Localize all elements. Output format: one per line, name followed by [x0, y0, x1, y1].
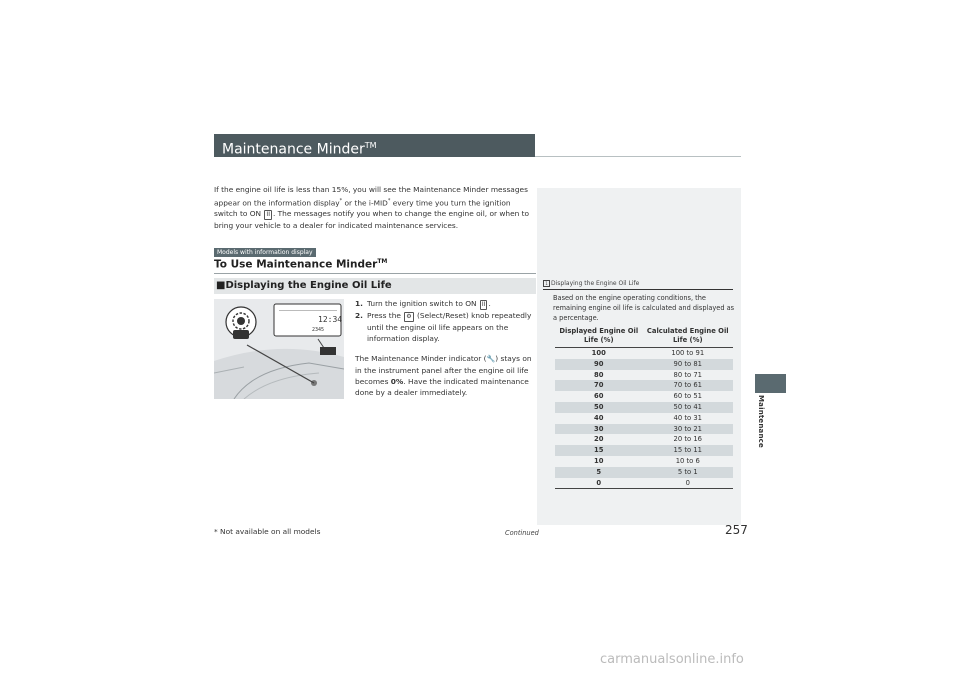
- displayed-oil-life-cell: 80: [594, 370, 604, 379]
- calculated-oil-life-cell: 15 to 11: [643, 445, 733, 456]
- table-row: [555, 445, 733, 456]
- chapter-tab-label: Maintenance: [757, 395, 765, 448]
- displayed-oil-life-cell: 40: [594, 413, 604, 422]
- displayed-oil-life-cell: 0: [555, 478, 643, 489]
- calculated-oil-life-cell: 0: [643, 478, 733, 489]
- table-row: [555, 413, 733, 424]
- page-number: 257: [725, 523, 748, 537]
- calculated-oil-life-cell: 40 to 31: [673, 413, 702, 422]
- displayed-oil-life-cell: 60: [594, 392, 604, 401]
- table-row: [555, 370, 733, 381]
- clock-readout: 12:34: [318, 315, 343, 324]
- displayed-oil-life-cell: 20: [594, 435, 604, 444]
- title-rule: [535, 156, 741, 157]
- step-1: 1. Turn the ignition switch to ON II .: [355, 299, 491, 308]
- side-note-heading: 1 Displaying the Engine Oil Life: [543, 280, 733, 290]
- displayed-oil-life-cell: 90: [555, 359, 643, 370]
- displayed-oil-life-cell: 10: [594, 456, 604, 465]
- section-tag: Models with information display: [214, 248, 316, 257]
- select-reset-knob-icon: ⚙: [406, 313, 412, 320]
- displayed-oil-life-cell: 15: [555, 445, 643, 456]
- table-row: [555, 348, 733, 359]
- calculated-oil-life-cell: 30 to 21: [643, 424, 733, 435]
- steps-block: [355, 298, 537, 398]
- subsection-title: ■Displaying the Engine Oil Life: [214, 278, 536, 294]
- calculated-oil-life-cell: 10 to 6: [675, 456, 700, 465]
- calculated-oil-life-cell: 70 to 61: [643, 380, 733, 391]
- displayed-oil-life-cell: 50: [555, 402, 643, 413]
- instrument-panel-illustration: [214, 299, 344, 399]
- displayed-oil-life-cell: 5: [555, 467, 643, 478]
- calculated-oil-life-cell: 20 to 16: [673, 435, 702, 444]
- table-row: [555, 424, 733, 435]
- table-header: Displayed Engine Oil Life (%): [555, 326, 643, 348]
- watermark: carmanualsonline.info: [600, 652, 744, 667]
- section-rule: [214, 273, 536, 274]
- intro-paragraph: If the engine oil life is less than 15%, you will see the Maintenance Minder messages appear on the information display* or the i-MID* every time you turn the ignition switch to ON II . The messages notify you when to change the engine oil, or when to bring your vehicle to a dealer for indicated maintenance services.: [214, 185, 530, 231]
- table-row: [555, 456, 733, 467]
- oil-life-table: [555, 326, 733, 489]
- table-row: [555, 380, 733, 391]
- section-title: To Use Maintenance Minder™: [214, 258, 388, 271]
- side-note-text: Based on the engine operating conditions, the remaining engine oil life is calculated and displayed as a percentage.: [553, 294, 735, 322]
- step-2: 2. Press the ⚙ (Select/Reset) knob repeatedly until the engine oil life appears on the information display.: [355, 311, 532, 343]
- calculated-oil-life-cell: 60 to 51: [673, 392, 702, 401]
- indicator-paragraph: The Maintenance Minder indicator (🔧) stays on in the instrument panel after the engine oil life becomes 0%. Have the indicated maintenance done by a dealer immediately.: [355, 354, 532, 397]
- chapter-tab[interactable]: [755, 374, 786, 393]
- displayed-oil-life-cell: 30: [555, 424, 643, 435]
- displayed-oil-life-cell: 70: [555, 380, 643, 391]
- footnote: * Not available on all models: [214, 527, 321, 536]
- calculated-oil-life-cell: 50 to 41: [643, 402, 733, 413]
- calculated-oil-life-cell: 90 to 81: [643, 359, 733, 370]
- table-row: [555, 467, 733, 478]
- calculated-oil-life-cell: 100 to 91: [671, 349, 705, 357]
- calculated-oil-life-cell: 80 to 71: [673, 370, 702, 379]
- ignition-key-icon: II: [481, 301, 486, 308]
- displayed-oil-life-cell: 100: [591, 349, 606, 357]
- table-row: [555, 402, 733, 413]
- table-row: [555, 391, 733, 402]
- wrench-icon: 🔧: [486, 355, 496, 363]
- table-row: [555, 434, 733, 445]
- table-header: Calculated Engine Oil Life (%): [643, 326, 733, 348]
- reference-icon: 1: [543, 280, 550, 287]
- table-row: [555, 359, 733, 370]
- odometer-readout: 2345: [312, 327, 325, 333]
- ignition-key-icon: II: [266, 211, 270, 219]
- table-row: [555, 478, 733, 489]
- dashboard-drawing: [214, 299, 344, 399]
- calculated-oil-life-cell: 5 to 1: [643, 467, 733, 478]
- continued-label: Continued: [505, 529, 539, 537]
- page-title: Maintenance Minder™: [214, 134, 535, 157]
